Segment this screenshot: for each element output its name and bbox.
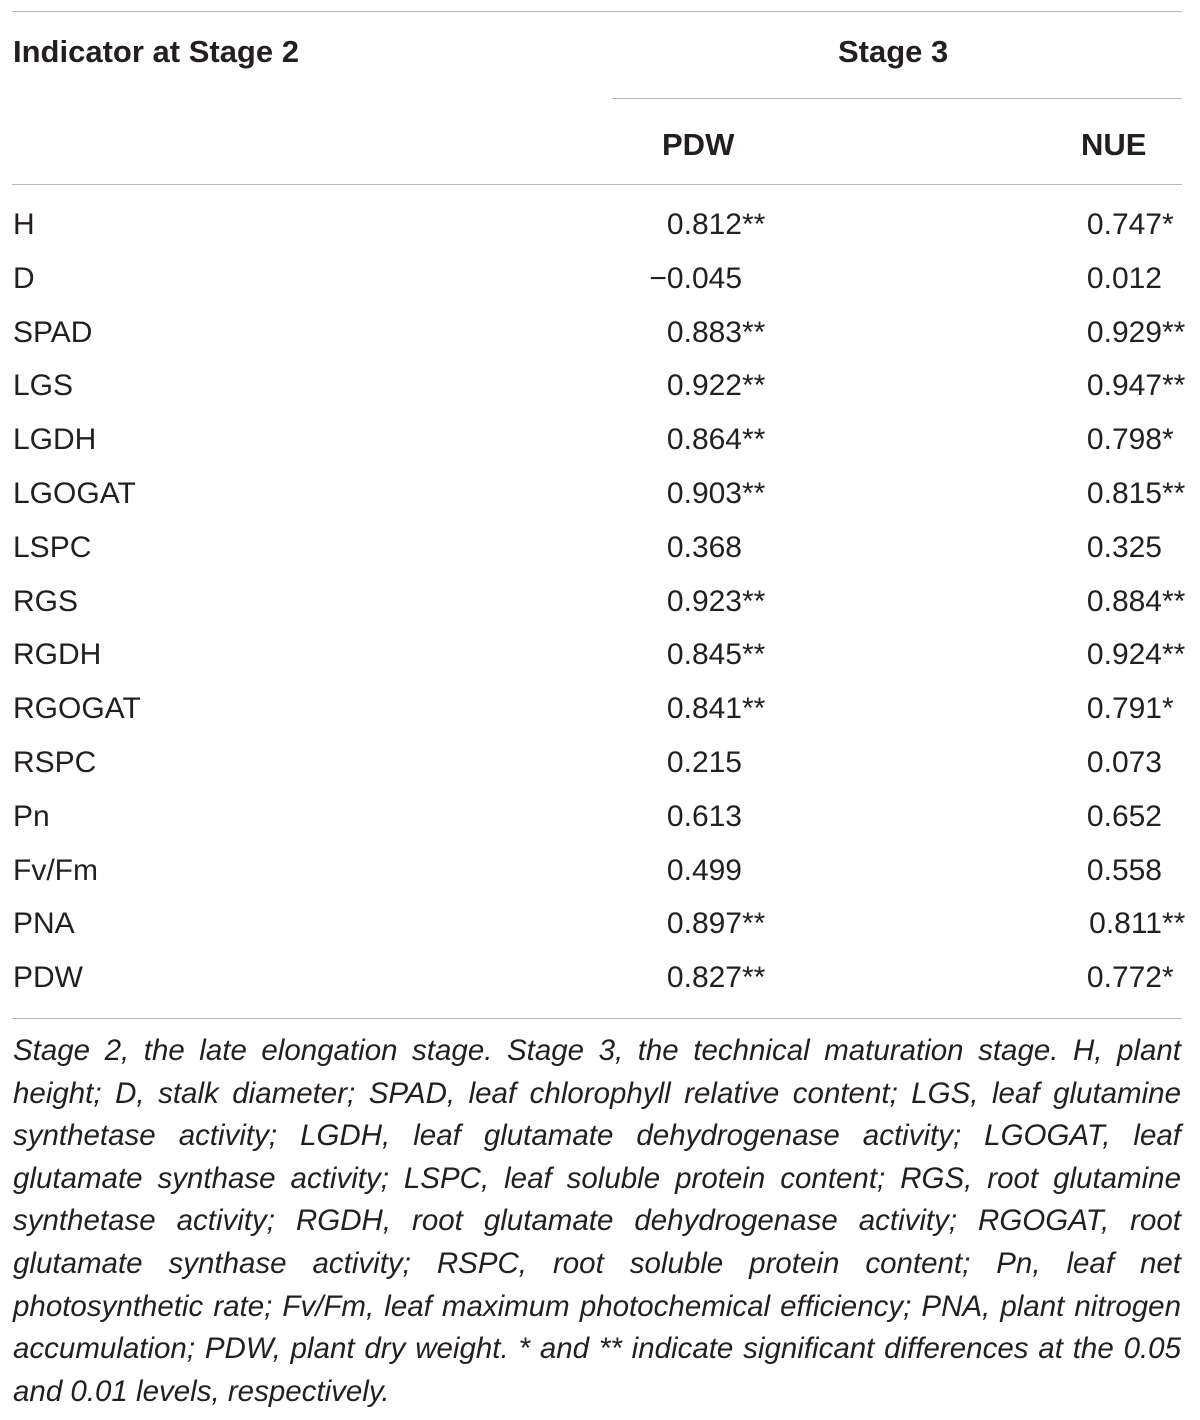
pdw-value: 0.499 <box>666 853 742 887</box>
significance-marker: * <box>1162 692 1174 726</box>
pdw-value: 0.903 <box>666 476 742 510</box>
significance-marker: * <box>1162 961 1174 995</box>
significance-marker: * <box>1162 208 1174 241</box>
nue-value-cell <box>1050 422 1174 458</box>
pdw-value: 0.864 <box>666 423 742 457</box>
nue-value-cell <box>1050 584 1186 620</box>
indicator-cell: D <box>13 261 35 295</box>
table-row <box>0 207 1200 261</box>
pdw-value-cell <box>610 960 766 996</box>
nue-value: 0.073 <box>1086 745 1162 779</box>
table-row <box>0 691 1200 745</box>
pdw-value-cell <box>610 368 766 404</box>
pdw-value-cell <box>610 853 742 889</box>
nue-value-cell <box>1050 853 1162 889</box>
nue-value-cell <box>1050 315 1186 351</box>
table-body <box>0 207 1200 1014</box>
significance-marker: ** <box>742 584 766 618</box>
pdw-value-cell <box>610 530 742 566</box>
nue-value: 0.558 <box>1086 853 1162 887</box>
significance-marker: ** <box>742 423 766 457</box>
nue-value: 0.924 <box>1086 638 1162 672</box>
nue-value-cell <box>1050 476 1186 512</box>
pdw-value: −0.045 <box>649 261 742 295</box>
indicator-cell: LGS <box>13 369 74 403</box>
indicator-cell: LGOGAT <box>13 476 136 510</box>
indicator-cell: Pn <box>13 799 50 833</box>
indicator-cell: PNA <box>13 907 75 941</box>
nue-value: 0.772 <box>1086 961 1162 995</box>
nue-value: 0.012 <box>1086 261 1162 295</box>
pdw-value-cell <box>610 476 766 512</box>
table-row <box>0 745 1200 799</box>
nue-value: 0.798 <box>1086 423 1162 457</box>
nue-value: 0.791 <box>1086 692 1162 726</box>
pdw-value: 0.923 <box>666 584 742 618</box>
pdw-value: 0.883 <box>666 315 742 349</box>
significance-marker: ** <box>742 315 766 349</box>
pdw-value-cell <box>610 745 742 781</box>
indicator-cell: LSPC <box>13 530 92 564</box>
table-row <box>0 261 1200 315</box>
nue-value: 0.815 <box>1086 476 1162 510</box>
table-row <box>0 799 1200 853</box>
indicator-cell: RGDH <box>13 638 102 672</box>
nue-value-cell <box>1050 745 1162 781</box>
significance-marker: ** <box>1162 584 1186 618</box>
indicator-cell: Fv/Fm <box>13 853 98 887</box>
pdw-value: 0.841 <box>666 692 742 726</box>
nue-value-cell <box>1050 368 1186 404</box>
nue-value: 0.884 <box>1086 584 1162 618</box>
column-header-nue: NUE <box>1081 127 1147 162</box>
nue-value-cell <box>1050 960 1174 996</box>
nue-value-cell <box>1050 906 1186 942</box>
pdw-value-cell <box>610 207 766 243</box>
table-row <box>0 853 1200 907</box>
table-row <box>0 637 1200 691</box>
indicator-cell: RSPC <box>13 745 97 779</box>
nue-value: 0.325 <box>1086 530 1162 564</box>
indicator-cell: SPAD <box>13 315 93 349</box>
nue-value: 0.947 <box>1086 369 1162 403</box>
header-bottom-rule <box>12 184 1182 185</box>
column-group-header-stage-3: Stage 3 <box>838 34 949 69</box>
significance-marker: ** <box>742 692 766 726</box>
nue-value: 0.811 <box>1089 907 1162 941</box>
nue-value-cell <box>1050 530 1162 566</box>
pdw-value-cell <box>610 637 766 673</box>
nue-value-cell <box>1050 691 1174 727</box>
significance-marker: ** <box>1162 638 1186 672</box>
nue-value: 0.929 <box>1086 315 1162 349</box>
table-row <box>0 584 1200 638</box>
indicator-cell: PDW <box>13 961 83 995</box>
pdw-value: 0.613 <box>666 799 742 833</box>
pdw-value: 0.368 <box>666 530 742 564</box>
table-bottom-rule <box>12 1018 1182 1019</box>
pdw-value: 0.845 <box>666 638 742 672</box>
significance-marker: ** <box>1162 315 1186 349</box>
column-header-pdw: PDW <box>662 127 735 162</box>
nue-value: 0.747 <box>1086 208 1162 241</box>
significance-marker: ** <box>1162 907 1186 941</box>
indicator-cell: H <box>13 208 35 241</box>
table-top-rule <box>12 11 1182 12</box>
indicator-cell: RGS <box>13 584 79 618</box>
indicator-cell: LGDH <box>13 423 97 457</box>
pdw-value-cell <box>610 422 766 458</box>
significance-marker: ** <box>742 961 766 995</box>
nue-value-cell <box>1050 637 1186 673</box>
nue-value-cell <box>1050 207 1174 243</box>
table-row <box>0 476 1200 530</box>
pdw-value: 0.215 <box>666 745 742 779</box>
pdw-value-cell <box>610 906 766 942</box>
pdw-value: 0.922 <box>666 369 742 403</box>
significance-marker: ** <box>742 369 766 403</box>
table-row <box>0 960 1200 1014</box>
significance-marker: ** <box>742 208 766 241</box>
table-footnote: Stage 2, the late elongation stage. Stage 3, the technical maturation stage. H, plant height; D, stalk diameter; SPAD, leaf chlorophyll relative content; LGS, leaf glutamine synthetase activity; LGDH, leaf glutamate dehydrogenase activity; LGOGAT, leaf glutamate synthase activity; LSPC, leaf soluble protein content; RGS, root glutamine synthetase activity; RGDH, root glutamate dehydrogenase activity; RGOGAT, root glutamate synthase activity; RSPC, root soluble protein content; Pn, leaf net photosynthetic rate; Fv/Fm, leaf maximum photochemical efficiency; PNA, plant nitrogen accumulation; PDW, plant dry weight. * and ** indicate significant differences at the 0.05 and 0.01 levels, respectively. <box>13 1034 1181 1408</box>
column-header-indicator: Indicator at Stage 2 <box>13 34 299 69</box>
pdw-value-cell <box>610 691 766 727</box>
significance-marker: * <box>1162 423 1174 457</box>
pdw-value: 0.827 <box>666 961 742 995</box>
pdw-value-cell <box>610 584 766 620</box>
significance-marker: ** <box>742 907 766 941</box>
nue-value-cell <box>1050 261 1162 297</box>
significance-marker: ** <box>1162 369 1186 403</box>
pdw-value-cell <box>610 261 742 297</box>
significance-marker: ** <box>742 476 766 510</box>
nue-value-cell <box>1050 799 1162 835</box>
table-row <box>0 368 1200 422</box>
table-row <box>0 422 1200 476</box>
pdw-value: 0.897 <box>666 907 742 941</box>
pdw-value-cell <box>610 315 766 351</box>
significance-marker: ** <box>742 638 766 672</box>
table-row <box>0 315 1200 369</box>
table-row <box>0 906 1200 960</box>
pdw-value: 0.812 <box>666 208 742 241</box>
indicator-cell: RGOGAT <box>13 692 141 726</box>
pdw-value-cell <box>610 799 742 835</box>
table-row <box>0 530 1200 584</box>
significance-marker: ** <box>1162 476 1186 510</box>
stage-3-group-rule <box>612 98 1182 99</box>
nue-value: 0.652 <box>1086 799 1162 833</box>
